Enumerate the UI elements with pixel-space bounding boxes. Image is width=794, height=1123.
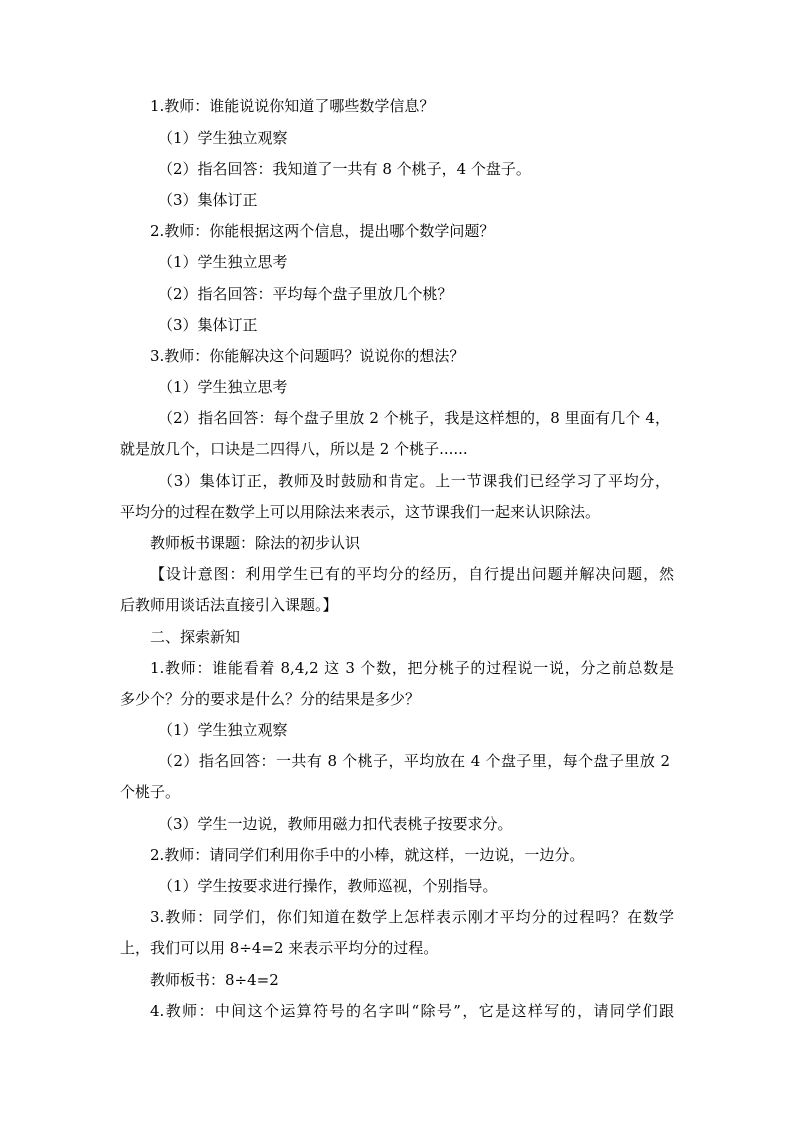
text-line: （3）集体订正 <box>158 191 258 209</box>
text-line: 平均分的过程在数学上可以用除法来表示，这节课我们一起来认识除法。 <box>120 503 601 521</box>
text-line: 多少个？分的要求是什么？分的结果是多少？ <box>120 690 421 708</box>
text-line: 后教师用谈话法直接引入课题。】 <box>120 596 338 614</box>
text-line: （1）学生独立思考 <box>158 253 288 271</box>
text-line: （2）指名回答：我知道了一共有 8 个桃子，4 个盘子。 <box>158 160 531 178</box>
text-line: （2）指名回答：每个盘子里放 2 个桃子，我是这样想的，8 里面有几个 4， <box>158 409 670 427</box>
text-line: 教师板书课题：除法的初步认识 <box>150 534 361 552</box>
text-line: （3）集体订正 <box>158 316 258 334</box>
text-line: 1.教师：谁能看着 8,4,2 这 3 个数，把分桃子的过程说一说，分之前总数是 <box>150 659 674 677</box>
text-line: 教师板书：8÷4=2 <box>150 971 279 989</box>
text-line: （3）学生一边说，教师用磁力扣代表桃子按要求分。 <box>158 815 513 833</box>
text-line: 2.教师：你能根据这两个信息，提出哪个数学问题？ <box>150 222 495 240</box>
text-line: 【设计意图：利用学生已有的平均分的经历，自行提出问题并解决问题，然 <box>150 565 674 583</box>
text-line: （2）指名回答：一共有 8 个桃子，平均放在 4 个盘子里，每个盘子里放 2 <box>158 752 670 770</box>
text-line: （1）学生独立观察 <box>158 129 288 147</box>
text-line: 3.教师：你能解决这个问题吗？说说你的想法？ <box>150 347 465 365</box>
text-line: （2）指名回答：平均每个盘子里放几个桃？ <box>158 285 453 303</box>
text-line: （1）学生独立思考 <box>158 378 288 396</box>
text-line: （3）集体订正，教师及时鼓励和肯定。上一节课我们已经学习了平均分， <box>158 472 670 490</box>
text-line: 4.教师：中间这个运算符号的名字叫“除号”，它是这样写的，请同学们跟 <box>150 1002 674 1020</box>
text-line: 上，我们可以用 8÷4=2 来表示平均分的过程。 <box>120 939 439 957</box>
text-line: 个桃子。 <box>120 783 181 801</box>
text-line: 2.教师：请同学们利用你手中的小棒，就这样，一边说，一边分。 <box>150 846 585 864</box>
text-line: （1）学生按要求进行操作，教师巡视，个别指导。 <box>158 877 498 895</box>
text-line: 二、探索新知 <box>150 628 241 646</box>
text-line: 3.教师：同学们，你们知道在数学上怎样表示刚才平均分的过程吗？在数学 <box>150 908 674 926</box>
text-line: 1.教师：谁能说说你知道了哪些数学信息？ <box>150 97 435 115</box>
text-line: （1）学生独立观察 <box>158 721 288 739</box>
text-line: 就是放几个，口诀是二四得八，所以是 2 个桃子...... <box>120 440 468 458</box>
